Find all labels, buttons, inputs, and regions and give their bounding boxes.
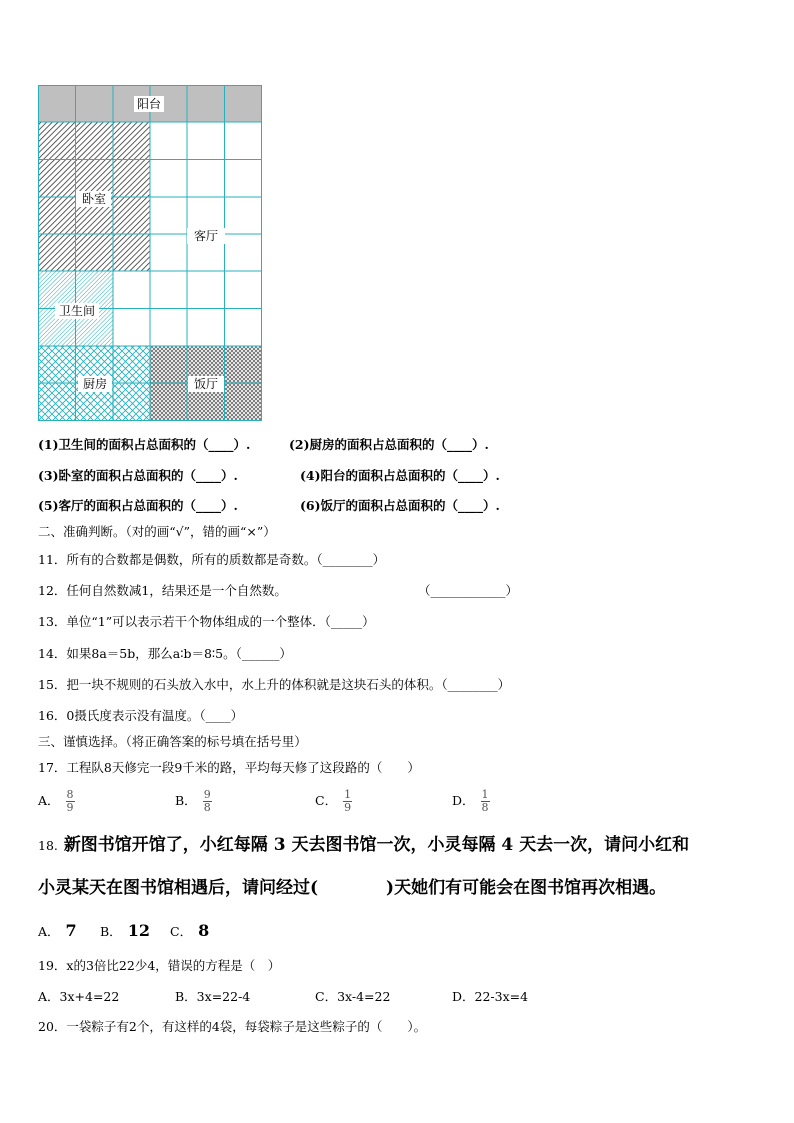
q10-item-4: (4)阳台的面积占总面积的（____）. bbox=[300, 468, 500, 483]
q17-option-c bbox=[315, 789, 352, 814]
q19-option-c: C．3x-4=22 bbox=[315, 989, 391, 1004]
q18-option-c: C． 8 bbox=[170, 921, 210, 940]
section3-heading: 三、谨慎选择。（将正确答案的标号填在括号里） bbox=[38, 734, 307, 749]
label-kitchen: 厨房 bbox=[82, 377, 108, 391]
question-18-text-1: 新图书馆开馆了，小红每隔 3 天去图书馆一次，小灵每隔 4 天去一次，请问小红和 bbox=[63, 835, 690, 855]
option-label: D． bbox=[452, 793, 475, 808]
q19-option-b: B．3x=22-4 bbox=[175, 989, 251, 1004]
option-label: C． bbox=[315, 793, 338, 808]
question-11: 11．所有的合数都是偶数，所有的质数都是奇数。（________） bbox=[38, 552, 386, 567]
q10-item-2: (2)厨房的面积占总面积的（____）. bbox=[289, 437, 489, 452]
question-13: 13．单位“1”可以表示若干个物体组成的一个整体．（_____） bbox=[38, 614, 375, 629]
section2-heading: 二、准确判断。（对的画“√”，错的画“×”） bbox=[38, 524, 276, 539]
q18-option-b: B． 12 bbox=[100, 921, 150, 940]
label-balcony: 阳台 bbox=[136, 97, 162, 111]
q10-item-1: (1)卫生间的面积占总面积的（____）. bbox=[38, 437, 251, 452]
q10-item-3: (3)卧室的面积占总面积的（____）. bbox=[38, 468, 238, 483]
fraction: $\frac{1}{8}$ bbox=[481, 788, 489, 814]
q19-option-d: D．22-3x=4 bbox=[452, 989, 529, 1004]
label-bedroom: 卧室 bbox=[81, 192, 107, 206]
question-20-stem: 20．一袋粽子有2个，有这样的4袋，每袋粽子是这些粽子的（ ）。 bbox=[38, 1019, 427, 1034]
question-14: 14．如果8a＝5b，那么a∶b＝8∶5。（______） bbox=[38, 646, 292, 661]
label-dining: 饭厅 bbox=[193, 377, 219, 391]
q17-option-d bbox=[452, 789, 490, 814]
question-18-line-2: 小灵某天在图书馆相遇后，请问经过( )天她们有可能会在图书馆再次相遇。 bbox=[38, 878, 667, 898]
label-bathroom: 卫生间 bbox=[58, 304, 96, 318]
q19-option-a: A．3x+4=22 bbox=[38, 989, 120, 1004]
fraction: $\frac{8}{9}$ bbox=[66, 788, 74, 814]
q17-option-b bbox=[175, 789, 212, 814]
question-12: 12．任何自然数减1，结果还是一个自然数。 bbox=[38, 583, 287, 598]
question-12-answer-paren: （____________） bbox=[418, 583, 519, 598]
question-15: 15．把一块不规则的石头放入水中，水上升的体积就是这块石头的体积。（________） bbox=[38, 677, 511, 692]
label-living: 客厅 bbox=[193, 229, 219, 243]
question-18-line-1 bbox=[38, 834, 689, 857]
q10-item-5: (5)客厅的面积占总面积的（____）. bbox=[38, 498, 238, 513]
question-18-number: 18. bbox=[38, 838, 58, 853]
question-16: 16．0摄氏度表示没有温度。（____） bbox=[38, 708, 244, 723]
q17-option-a bbox=[38, 789, 75, 814]
question-17-stem: 17．工程队8天修完一段9千米的路，平均每天修了这段路的（ ） bbox=[38, 760, 420, 775]
option-label: A． bbox=[38, 793, 60, 808]
question-19-stem: 19．x的3倍比22少4，错误的方程是（ ） bbox=[38, 958, 281, 973]
q10-item-6: (6)饭厅的面积占总面积的（____）. bbox=[300, 498, 500, 513]
floor-plan-diagram bbox=[38, 85, 262, 421]
fraction: $\frac{1}{9}$ bbox=[344, 788, 352, 814]
option-label: B． bbox=[175, 793, 197, 808]
fraction: $\frac{9}{8}$ bbox=[203, 788, 211, 814]
q18-option-a: A． 7 bbox=[38, 921, 77, 940]
